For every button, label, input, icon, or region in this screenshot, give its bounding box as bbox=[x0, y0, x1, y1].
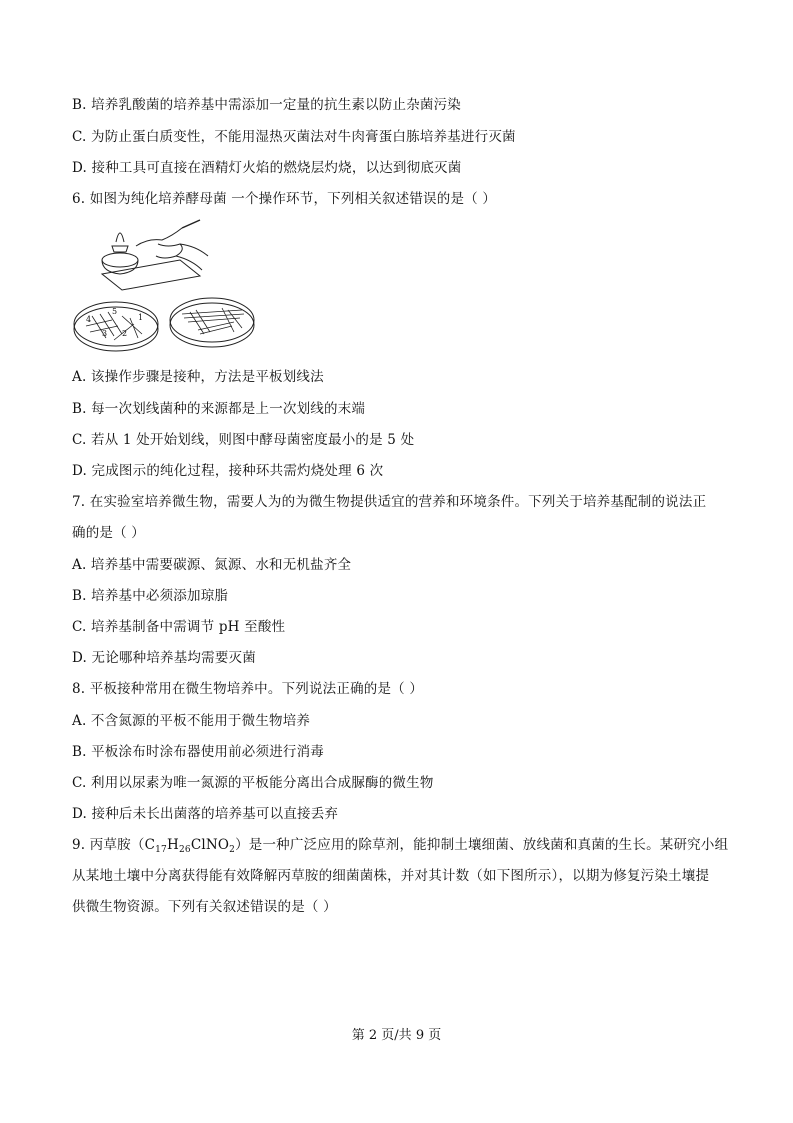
q9-formula-h: H bbox=[166, 837, 179, 853]
alcohol-lamp-icon bbox=[102, 233, 138, 274]
question-9-line-2: 从某地土壤中分离获得能有效降解丙草胺的细菌菌株，并对其计数（如下图所示），以期为修复污染土壤提 bbox=[72, 868, 710, 884]
option-6d: D. 完成图示的纯化过程，接种环共需灼烧处理 6 次 bbox=[72, 463, 384, 479]
option-7d: D. 无论哪种培养基均需要灭菌 bbox=[72, 650, 256, 666]
question-8: 8. 平板接种常用在微生物培养中。下列说法正确的是（ ） bbox=[72, 681, 424, 697]
question-9-line-1 bbox=[72, 836, 728, 859]
q9-sub-17: 17 bbox=[155, 845, 167, 855]
q9-text-end: ）是一种广泛应用的除草剂，能抑制土壤细菌、放线菌和真菌的生长。某研究小组 bbox=[235, 837, 729, 853]
question-7-line-2: 确的是（ ） bbox=[72, 525, 145, 541]
question-7-line-1: 7. 在实验室培养微生物，需要人为的为微生物提供适宜的营养和环境条件。下列关于培养基配制的说法正 bbox=[72, 494, 707, 510]
page-footer: 第 2 页/共 9 页 bbox=[351, 1028, 442, 1043]
question-6: 6. 如图为纯化培养酵母菌 一个操作环节，下列相关叙述错误的是（ ） bbox=[72, 191, 497, 207]
option-8d: D. 接种后未长出菌落的培养基可以直接丢弃 bbox=[72, 806, 339, 822]
figure-label-3: 3 bbox=[102, 329, 108, 338]
q9-formula-clno: ClNO bbox=[190, 837, 230, 853]
option-6a: A. 该操作步骤是接种，方法是平板划线法 bbox=[72, 369, 324, 385]
streak-plate-figure bbox=[72, 216, 272, 358]
figure-label-4: 4 bbox=[86, 315, 92, 324]
q9-sub-2: 2 bbox=[229, 845, 236, 855]
q9-sub-26: 26 bbox=[178, 845, 191, 855]
option-7a: A. 培养基中需要碳源、氮源、水和无机盐齐全 bbox=[72, 557, 352, 573]
figure-label-5: 5 bbox=[112, 307, 118, 316]
option-5b: B. 培养乳酸菌的培养基中需添加一定量的抗生素以防止杂菌污染 bbox=[72, 97, 462, 113]
option-8b: B. 平板涂布时涂布器使用前必须进行消毒 bbox=[72, 744, 325, 760]
option-6c: C. 若从 1 处开始划线，则图中酵母菌密度最小的是 5 处 bbox=[72, 432, 415, 448]
option-7b: B. 培养基中必须添加琼脂 bbox=[72, 588, 229, 604]
option-8a: A. 不含氮源的平板不能用于微生物培养 bbox=[72, 713, 311, 729]
petri-dish-streaked bbox=[170, 298, 254, 347]
option-7c: C. 培养基制备中需调节 pH 至酸性 bbox=[72, 619, 286, 635]
tilted-plate-icon bbox=[102, 260, 200, 290]
hand-with-loop-icon bbox=[136, 220, 208, 270]
figure-label-2: 2 bbox=[122, 329, 128, 338]
option-8c: C. 利用以尿素为唯一氮源的平板能分离出合成脲酶的微生物 bbox=[72, 775, 434, 791]
question-9-line-3: 供微生物资源。下列有关叙述错误的是（ ） bbox=[72, 899, 337, 915]
option-5d: D. 接种工具可直接在酒精灯火焰的燃烧层灼烧，以达到彻底灭菌 bbox=[72, 160, 462, 176]
figure-label-1: 1 bbox=[138, 313, 144, 322]
q9-text-start: 9. 丙草胺（C bbox=[72, 837, 156, 853]
option-5c: C. 为防止蛋白质变性，不能用湿热灭菌法对牛肉膏蛋白胨培养基进行灭菌 bbox=[72, 129, 516, 145]
option-6b: B. 每一次划线菌种的来源都是上一次划线的末端 bbox=[72, 401, 366, 417]
